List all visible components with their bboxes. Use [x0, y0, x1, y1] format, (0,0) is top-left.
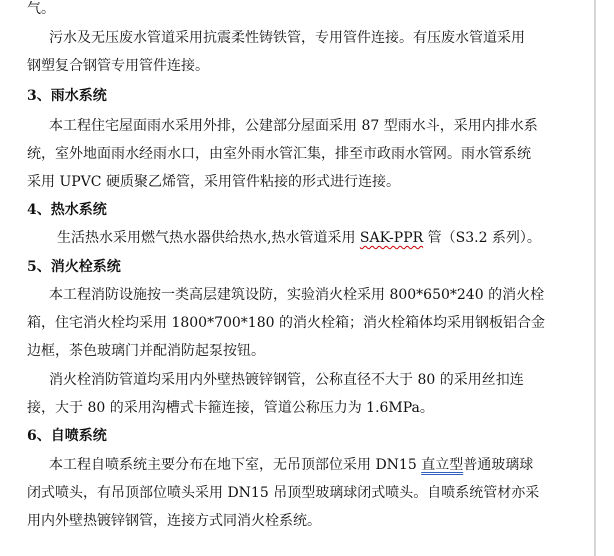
text-span: 管（S3.2 系列）。 [423, 230, 541, 246]
text-span: 本工程自喷系统主要分布在地下室，无吊顶部位采用 DN15 [49, 457, 422, 473]
section-heading-sprinkler: 6、自喷系统 [27, 428, 107, 444]
text-span: 普通玻璃球 [463, 457, 534, 473]
text-line: 气。 [27, 1, 55, 17]
text-line [49, 456, 533, 474]
text-line: 采用 UPVC 硬质聚乙烯管，采用管件粘接的形式进行连接。 [27, 174, 400, 190]
text-line: 污水及无压废水管道采用抗震柔性铸铁管，专用管件连接。有压废水管道采用 [49, 30, 525, 46]
text-line: 本工程消防设施按一类高层建筑设防，实验消火栓采用 800*650*240 的消火栓 [49, 287, 545, 303]
text-line: 边框，茶色玻璃门并配消防起泵按钮。 [27, 343, 265, 359]
text-line: 消火栓消防管道均采用内外壁热镀锌钢管，公称直径不大于 80 的采用丝扣连 [49, 372, 524, 388]
text-line: 本工程住宅屋面雨水采用外排，公建部分屋面采用 87 型雨水斗，采用内排水系 [49, 118, 538, 134]
text-line: 闭式喷头，有吊顶部位喷头采用 DN15 吊顶型玻璃球闭式喷头。自喷系统管材亦采 [27, 485, 540, 501]
grammar-flagged-term: 直立型 [421, 457, 464, 473]
spellcheck-flagged-term: SAK-PPR [359, 230, 424, 246]
text-line: 统，室外地面雨水经雨水口，由室外雨水管汇集，排至市政雨水管网。雨水管系统 [27, 146, 531, 162]
section-heading-fire-hydrant: 5、消火栓系统 [27, 259, 121, 275]
section-heading-rainwater: 3、雨水系统 [27, 88, 107, 104]
text-line [57, 229, 541, 247]
text-span: 生活热水采用燃气热水器供给热水,热水管道采用 [57, 230, 360, 246]
text-line: 钢塑复合钢管专用管件连接。 [27, 58, 209, 74]
text-line: 箱，住宅消火栓均采用 1800*700*180 的消火栓箱；消火栓箱体均采用钢板铝合金 [27, 315, 545, 331]
text-line: 接，大于 80 的采用沟槽式卡箍连接，管道公称压力为 1.6MPa。 [27, 400, 434, 416]
text-line: 用内外壁热镀锌钢管，连接方式同消火栓系统。 [27, 513, 321, 529]
section-heading-hot-water: 4、热水系统 [27, 202, 107, 218]
page-edge-divider [594, 0, 596, 556]
